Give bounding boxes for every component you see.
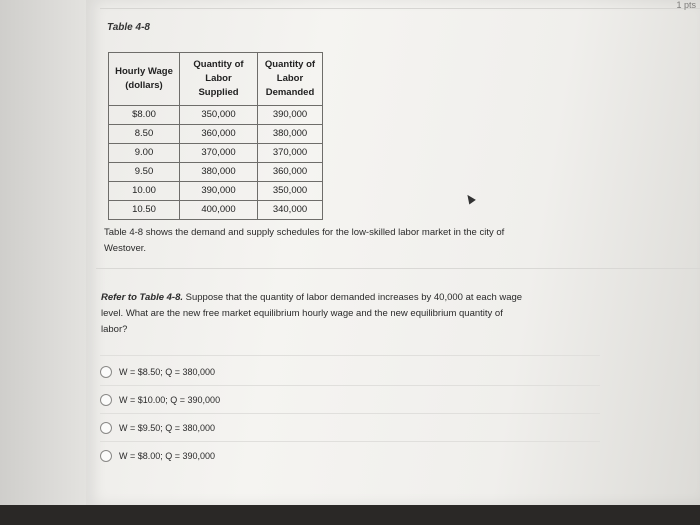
header-divider [100, 8, 700, 9]
wage-cell: $8.00 [109, 106, 180, 125]
question-reference: Refer to Table 4-8. [101, 292, 184, 303]
wage-cell: 9.00 [109, 144, 180, 163]
question-divider [96, 268, 700, 269]
answer-option-1[interactable] [100, 364, 480, 380]
question-text: Refer to Table 4-8. Suppose that the quantity of labor demanded increases by 40,000 at each wage level. What are the new free market equilibrium hourly wage and the new equilibrium quantity of labor? [101, 292, 523, 335]
table-row [109, 201, 323, 220]
supplied-cell: 370,000 [180, 144, 258, 163]
demanded-cell: 360,000 [258, 163, 323, 182]
option-label: W = $9.50; Q = 380,000 [119, 423, 216, 433]
wage-cell: 9.50 [109, 163, 180, 182]
demanded-cell: 350,000 [258, 182, 323, 201]
radio-button-icon[interactable] [100, 366, 112, 378]
demanded-cell: 380,000 [258, 125, 323, 144]
demanded-cell: 340,000 [258, 201, 323, 220]
table-header-row [109, 53, 323, 106]
wage-cell: 10.00 [109, 182, 180, 201]
header-quantity-demanded: Quantity of Labor Demanded [258, 53, 323, 106]
option-divider [100, 385, 600, 386]
table-row [109, 125, 323, 144]
option-divider [100, 413, 600, 414]
radio-button-icon[interactable] [100, 450, 112, 462]
table-row [109, 163, 323, 182]
radio-button-icon[interactable] [100, 422, 112, 434]
option-divider [100, 441, 600, 442]
radio-button-icon[interactable] [100, 394, 112, 406]
option-label: W = $8.50; Q = 380,000 [119, 367, 216, 377]
demanded-cell: 370,000 [258, 144, 323, 163]
supplied-cell: 350,000 [180, 106, 258, 125]
supplied-cell: 360,000 [180, 125, 258, 144]
table-row [109, 144, 323, 163]
option-label: W = $8.00; Q = 390,000 [119, 451, 216, 461]
labor-schedule-table [108, 52, 323, 220]
supplied-cell: 390,000 [180, 182, 258, 201]
table-row [109, 182, 323, 201]
wage-cell: 10.50 [109, 201, 180, 220]
answer-option-2[interactable] [100, 392, 480, 408]
answer-option-3[interactable] [100, 420, 480, 436]
table-title: Table 4-8 [107, 22, 150, 33]
points-label: 1 pts [676, 0, 696, 10]
wage-cell: 8.50 [109, 125, 180, 144]
left-page-margin [0, 0, 86, 505]
answer-option-4[interactable] [100, 448, 480, 464]
option-label: W = $10.00; Q = 390,000 [119, 395, 221, 405]
header-quantity-supplied: Quantity of Labor Supplied [180, 53, 258, 106]
screen-bezel [0, 505, 700, 525]
supplied-cell: 400,000 [180, 201, 258, 220]
header-hourly-wage: Hourly Wage (dollars) [109, 53, 180, 106]
table-caption: Table 4-8 shows the demand and supply schedules for the low-skilled labor market in the city of Westover. [104, 227, 505, 254]
supplied-cell: 380,000 [180, 163, 258, 182]
demanded-cell: 390,000 [258, 106, 323, 125]
option-divider [100, 355, 600, 356]
table-row [109, 106, 323, 125]
